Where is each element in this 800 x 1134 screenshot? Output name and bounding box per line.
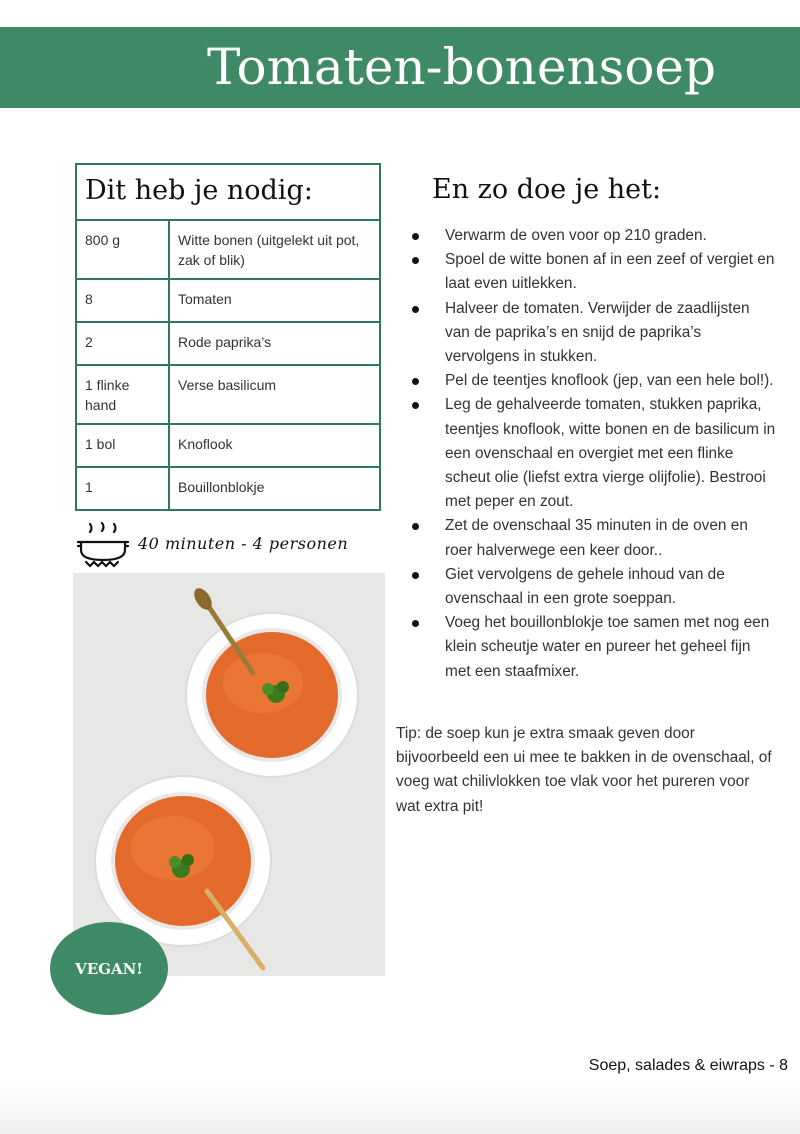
ingredient-quantity: 8 xyxy=(76,279,169,322)
table-row xyxy=(76,279,380,322)
vegan-badge xyxy=(50,922,168,1015)
ingredient-name: Rode paprika’s xyxy=(169,322,380,365)
ingredient-name: Verse basilicum xyxy=(169,365,380,424)
ingredient-quantity: 2 xyxy=(76,322,169,365)
tip-text: Tip: de soep kun je extra smaak geven door bijvoorbeeld een ui mee te bakken in de ovenschaal, of voeg wat chilivlokken toe vlak voor het pureren voor wat extra pit! xyxy=(396,725,772,815)
list-item: Halveer de tomaten. Verwijder de zaadlijsten van de paprika’s en snijd de paprika’s vervolgens in stukken. xyxy=(396,297,778,370)
ingredient-name: Bouillonblokje xyxy=(169,467,380,510)
ingredient-name: Tomaten xyxy=(169,279,380,322)
page-title: Tomaten-bonensoep xyxy=(207,38,717,96)
list-item: Pel de teentjes knoflook (jep, van een hele bol!). xyxy=(396,369,778,393)
ingredient-name: Witte bonen (uitgelekt uit pot, zak of blik) xyxy=(169,220,380,279)
list-item: Spoel de witte bonen af in een zeef of vergiet en laat even uitlekken. xyxy=(396,248,778,296)
instructions-heading: En zo doe je het: xyxy=(432,174,662,205)
vegan-badge-label: VEGAN! xyxy=(75,959,143,978)
list-item: Zet de ovenschaal 35 minuten in de oven en roer halverwege een keer door.. xyxy=(396,514,778,562)
ingredients-table xyxy=(75,163,381,511)
list-item: Giet vervolgens de gehele inhoud van de ovenschaal in een grote soeppan. xyxy=(396,563,778,611)
cooking-pot-icon xyxy=(76,520,132,570)
ingredient-quantity: 800 g xyxy=(76,220,169,279)
ingredient-name: Knoflook xyxy=(169,424,380,467)
table-row xyxy=(76,424,380,467)
ingredient-quantity: 1 flinke hand xyxy=(76,365,169,424)
ingredients-heading: Dit heb je nodig: xyxy=(76,164,380,220)
page-footer: Soep, salades & eiwraps - 8 xyxy=(588,1057,788,1074)
prep-info xyxy=(76,520,386,570)
list-item: Leg de gehalveerde tomaten, stukken paprika, teentjes knoflook, witte bonen en de basilicum in een ovenschaal en overgiet met een flinke scheut olie (liefst extra vierge olijfolie). Bestrooi met peper en zout. xyxy=(396,393,778,514)
ingredient-quantity: 1 xyxy=(76,467,169,510)
prep-time-servings: 40 minuten - 4 personen xyxy=(138,534,349,553)
title-banner xyxy=(0,27,800,108)
ingredient-quantity: 1 bol xyxy=(76,424,169,467)
soup-photo xyxy=(73,573,385,976)
table-row xyxy=(76,365,380,424)
table-row xyxy=(76,220,380,279)
instructions-list xyxy=(396,224,778,684)
list-item: Voeg het bouillonblokje toe samen met nog een klein scheutje water en pureer het geheel fijn met een staafmixer. xyxy=(396,611,778,684)
table-row xyxy=(76,322,380,365)
page-bottom-shade xyxy=(0,1084,800,1134)
table-row xyxy=(76,467,380,510)
list-item: Verwarm de oven voor op 210 graden. xyxy=(396,224,778,248)
